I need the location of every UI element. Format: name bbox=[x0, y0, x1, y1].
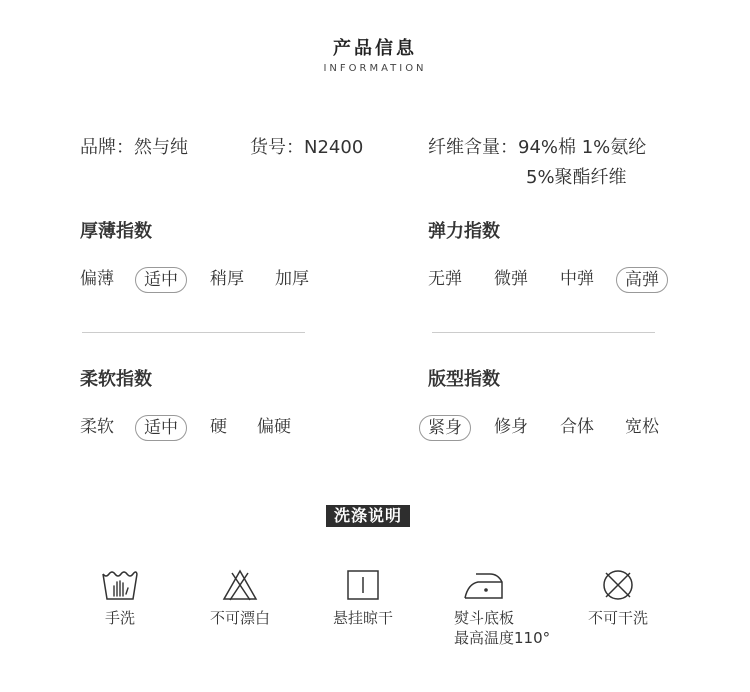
no-dry-clean-icon bbox=[598, 568, 638, 602]
divider bbox=[82, 332, 305, 333]
care-item-no-bleach bbox=[200, 568, 280, 628]
care-label: 手洗 bbox=[104, 609, 135, 627]
fiber-content-info-cont: 5%聚酯纤维 bbox=[526, 167, 627, 188]
no-bleach-icon bbox=[220, 568, 260, 602]
fit-option: 宽松 bbox=[625, 417, 659, 437]
care-item-hand-wash bbox=[90, 568, 150, 628]
elasticity-option: 中弹 bbox=[560, 269, 594, 289]
thickness-option-selected: 适中 bbox=[135, 267, 187, 293]
elasticity-index-title: 弹力指数 bbox=[428, 221, 500, 242]
fit-option: 合体 bbox=[560, 417, 594, 437]
care-label-line2: 最高温度110° bbox=[454, 629, 551, 647]
fiber-content-info: 纤维含量：94%棉 1%氨纶 bbox=[428, 137, 647, 158]
thickness-index-title: 厚薄指数 bbox=[80, 221, 152, 242]
thickness-option: 稍厚 bbox=[210, 269, 244, 289]
elasticity-option: 微弹 bbox=[494, 269, 528, 289]
softness-option-selected: 适中 bbox=[135, 415, 187, 441]
divider bbox=[432, 332, 655, 333]
softness-option: 硬 bbox=[210, 417, 227, 437]
care-label: 不可漂白 bbox=[209, 609, 270, 627]
elasticity-option-selected: 高弹 bbox=[616, 267, 668, 293]
care-label: 悬挂晾干 bbox=[332, 609, 393, 627]
elasticity-option: 无弹 bbox=[428, 269, 462, 289]
care-item-no-dry-clean bbox=[578, 568, 658, 628]
section-title: 产品信息 bbox=[333, 38, 417, 59]
fit-index-title: 版型指数 bbox=[428, 369, 500, 390]
softness-option: 柔软 bbox=[80, 417, 114, 437]
wash-instructions-title: 洗涤说明 bbox=[326, 505, 410, 527]
thickness-option: 偏薄 bbox=[80, 269, 114, 289]
care-label: 不可干洗 bbox=[587, 609, 648, 627]
hand-wash-icon bbox=[100, 568, 140, 602]
item-number-info: 货号：N2400 bbox=[250, 137, 364, 158]
brand-info: 品牌：然与纯 bbox=[80, 137, 188, 158]
softness-index-title: 柔软指数 bbox=[80, 369, 152, 390]
thickness-option: 加厚 bbox=[275, 269, 309, 289]
softness-option: 偏硬 bbox=[257, 417, 291, 437]
fit-option-selected: 紧身 bbox=[419, 415, 471, 441]
care-label: 熨斗底板 bbox=[454, 609, 515, 627]
fit-option: 修身 bbox=[494, 417, 528, 437]
section-subtitle: INFORMATION bbox=[323, 63, 427, 74]
care-item-hang-dry bbox=[323, 568, 403, 628]
iron-icon bbox=[462, 568, 506, 602]
hang-dry-icon bbox=[343, 568, 383, 602]
care-item-iron bbox=[448, 568, 568, 648]
